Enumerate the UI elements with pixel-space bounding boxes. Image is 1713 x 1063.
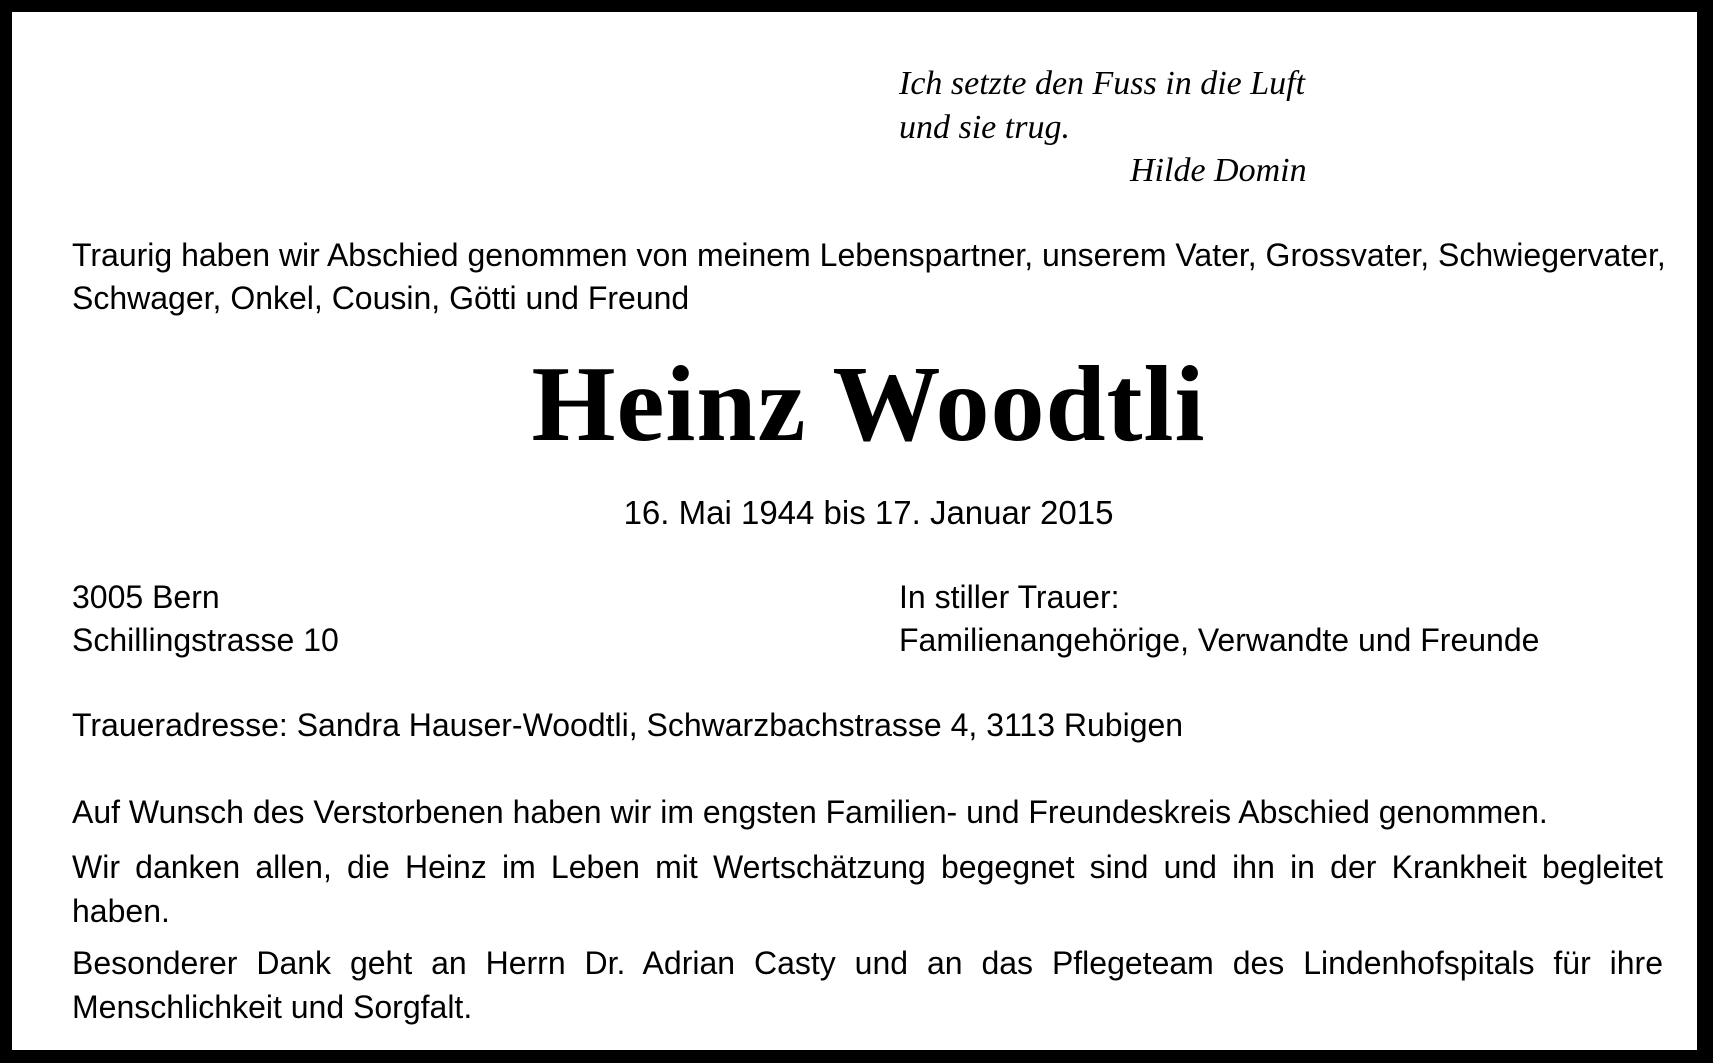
mourners-names: Familienangehörige, Verwandte und Freunde <box>899 622 1540 658</box>
life-dates: 16. Mai 1944 bis 17. Januar 2015 <box>623 494 1114 531</box>
epigraph-line-1: Ich setzte den Fuss in die Luft <box>899 65 1306 102</box>
closing-wish: Auf Wunsch des Verstorbenen haben wir im engsten Familien- und Freundeskreis Abschied genommen. <box>72 794 1548 830</box>
address-street: Schillingstrasse 10 <box>72 622 339 658</box>
intro-line-1: Traurig haben wir Abschied genommen von meinem Lebenspartner, unserem Vater, Grossvater, Schwiegervater, <box>72 237 1666 273</box>
mourners-heading: In stiller Trauer: <box>899 579 1120 615</box>
address-city: 3005 Bern <box>72 579 220 615</box>
mourning-address: Traueradresse: Sandra Hauser-Woodtli, Schwarzbachstrasse 4, 3113 Rubigen <box>72 707 1184 743</box>
deceased-name: Heinz Woodtli <box>531 345 1206 464</box>
closing-thanks-all: Wir danken allen, die Heinz im Leben mit Wertschätzung begegnet sind und ihn in der Krankheit begleitet haben. <box>72 849 1663 929</box>
epigraph-author: Hilde Domin <box>1130 152 1307 189</box>
intro-line-2: Schwager, Onkel, Cousin, Götti und Freund <box>72 280 690 316</box>
epigraph-line-2: und sie trug. <box>899 109 1070 146</box>
closing-thanks-special: Besonderer Dank geht an Herrn Dr. Adrian Casty und an das Pflegeteam des Lindenhofspitals für ihre Menschlichkeit und Sorgfalt. <box>72 945 1663 1025</box>
